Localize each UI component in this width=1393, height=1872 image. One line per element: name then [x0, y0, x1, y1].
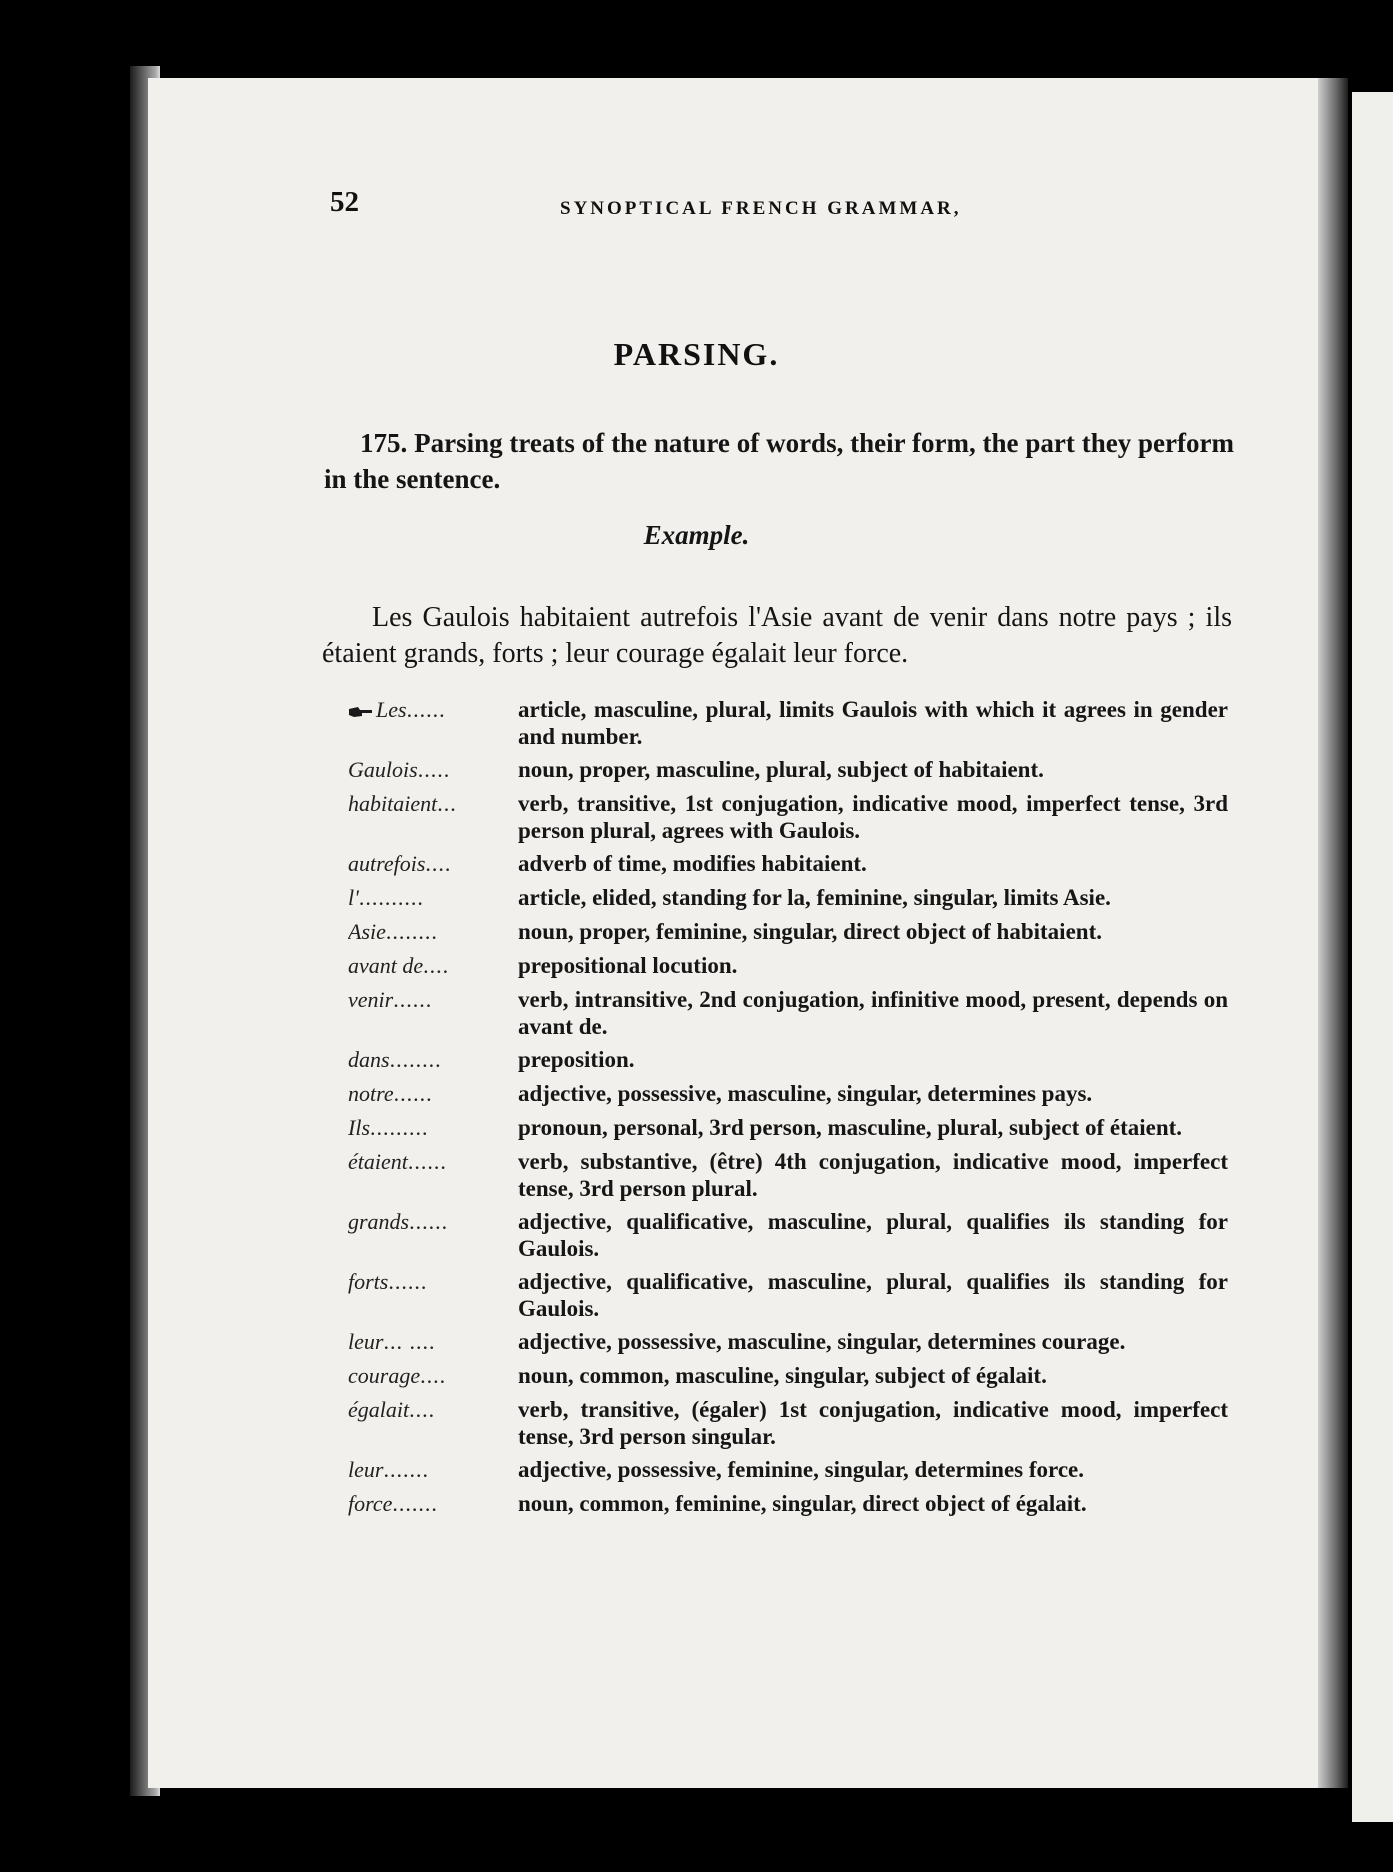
parse-word	[348, 1268, 518, 1296]
leader-dots: ....	[425, 851, 452, 876]
page-number: 52	[330, 186, 359, 218]
parse-word-text: autrefois	[348, 851, 426, 876]
leader-dots: ........	[385, 919, 438, 944]
leader-dots: ......	[393, 1081, 433, 1106]
parse-entry	[348, 850, 1228, 878]
parse-description: noun, common, masculine, singular, subject of égalait.	[518, 1363, 1047, 1388]
parse-word-text: forts	[348, 1269, 389, 1294]
parse-entry	[348, 1362, 1228, 1390]
leader-dots: ......	[406, 697, 446, 722]
parse-word	[348, 790, 518, 818]
parse-description: pronoun, personal, 3rd person, masculine, plural, subject of étaient.	[518, 1115, 1183, 1140]
parse-description: prepositional locution.	[518, 953, 738, 978]
parse-word	[348, 850, 518, 878]
parse-word	[348, 1456, 518, 1484]
parsing-list	[348, 696, 1228, 1524]
parse-word	[348, 1208, 518, 1236]
parse-entry	[348, 1148, 1228, 1202]
leader-dots: ....	[420, 1363, 447, 1388]
parse-entry	[348, 1080, 1228, 1108]
example-heading: Example.	[643, 520, 750, 550]
parse-description: verb, intransitive, 2nd conjugation, infinitive mood, present, depends on avant de.	[518, 987, 1228, 1039]
parse-description: adjective, possessive, masculine, singular, determines courage.	[518, 1329, 1126, 1354]
parse-word-text: avant de	[348, 953, 424, 978]
parse-word-text: venir	[348, 987, 394, 1012]
parse-word	[348, 918, 518, 946]
parse-entry	[348, 1114, 1228, 1142]
parse-word-text: dans	[348, 1047, 390, 1072]
parse-description: adverb of time, modifies habitaient.	[518, 851, 867, 876]
parse-description: noun, common, feminine, singular, direct object of égalait.	[518, 1491, 1087, 1516]
parse-entry	[348, 1490, 1228, 1518]
pointing-hand-icon	[348, 705, 374, 719]
parse-description: adjective, qualificative, masculine, plural, qualifies ils standing for Gaulois.	[518, 1269, 1228, 1321]
parse-entry	[348, 952, 1228, 980]
parse-word-text: Ils	[348, 1115, 370, 1140]
parse-description: verb, substantive, (être) 4th conjugation, indicative mood, imperfect tense, 3rd person plural.	[518, 1149, 1228, 1201]
parse-description: noun, proper, masculine, plural, subject of habitaient.	[518, 757, 1044, 782]
parse-word-text: Asie	[348, 919, 386, 944]
leader-dots: .....	[417, 757, 451, 782]
parse-entry	[348, 1268, 1228, 1322]
leader-dots: ...	[437, 791, 457, 816]
parse-entry	[348, 1328, 1228, 1356]
leader-dots: .......	[383, 1457, 429, 1482]
leader-dots: ....	[409, 1397, 436, 1422]
parse-word	[348, 756, 518, 784]
leader-dots: ........	[389, 1047, 442, 1072]
parse-word	[348, 952, 518, 980]
parse-word	[348, 1396, 518, 1424]
parse-description: adjective, qualificative, masculine, plural, qualifies ils standing for Gaulois.	[518, 1209, 1228, 1261]
parse-description: verb, transitive, (égaler) 1st conjugation, indicative mood, imperfect tense, 3rd person singular.	[518, 1397, 1228, 1449]
parse-word	[348, 884, 518, 912]
parse-word-text: égalait	[348, 1397, 410, 1422]
parse-word-text: grands	[348, 1209, 410, 1234]
page-gutter	[1318, 78, 1348, 1788]
parse-description: adjective, possessive, masculine, singular, determines pays.	[518, 1081, 1093, 1106]
parse-word-text: Les	[376, 697, 407, 722]
section-title: PARSING.	[613, 336, 780, 372]
parse-entry	[348, 790, 1228, 844]
parse-word	[348, 1046, 518, 1074]
parse-entry	[348, 1456, 1228, 1484]
parse-word	[348, 1490, 518, 1518]
parse-word-text: étaient	[348, 1149, 408, 1174]
parse-word-text: habitaient	[348, 791, 438, 816]
parse-entry	[348, 884, 1228, 912]
parse-entry	[348, 696, 1228, 750]
parse-description: article, elided, standing for la, feminine, singular, limits Asie.	[518, 885, 1111, 910]
parse-word-text: force	[348, 1491, 393, 1516]
leader-dots: .........	[370, 1115, 429, 1140]
rule-paragraph: 175. Parsing treats of the nature of words, their form, the part they perform in the sentence.	[324, 428, 1234, 494]
parse-entry	[348, 918, 1228, 946]
parse-word	[348, 1362, 518, 1390]
parse-word-text: Gaulois	[348, 757, 418, 782]
parse-description: noun, proper, feminine, singular, direct object of habitaient.	[518, 919, 1102, 944]
parse-entry	[348, 1046, 1228, 1074]
leader-dots: ... ....	[383, 1329, 436, 1354]
running-head: SYNOPTICAL FRENCH GRAMMAR,	[560, 198, 962, 219]
parse-word-text: courage	[348, 1363, 421, 1388]
leader-dots: ....	[423, 953, 450, 978]
parse-word	[348, 986, 518, 1014]
parse-word	[348, 1328, 518, 1356]
parse-word-text: leur	[348, 1329, 384, 1354]
parse-entry	[348, 1208, 1228, 1262]
example-sentence: Les Gaulois habitaient autrefois l'Asie avant de venir dans notre pays ; ils étaient grands, forts ; leur courage égalait leur force.	[322, 602, 1232, 669]
parse-entry	[348, 986, 1228, 1040]
parse-description: preposition.	[518, 1047, 635, 1072]
parse-entry	[348, 1396, 1228, 1450]
parse-description: article, masculine, plural, limits Gaulois with which it agrees in gender and number.	[518, 697, 1228, 749]
leader-dots: ..........	[358, 885, 424, 910]
parse-description: adjective, possessive, feminine, singular, determines force.	[518, 1457, 1084, 1482]
leader-dots: ......	[407, 1149, 447, 1174]
parse-entry	[348, 756, 1228, 784]
leader-dots: ......	[393, 987, 433, 1012]
leader-dots: ......	[388, 1269, 428, 1294]
parse-word-text: l'	[348, 885, 359, 910]
parse-word	[348, 1114, 518, 1142]
leader-dots: ......	[409, 1209, 449, 1234]
parse-word-text: leur	[348, 1457, 384, 1482]
parse-description: verb, transitive, 1st conjugation, indicative mood, imperfect tense, 3rd person plural, agrees with Gaulois.	[518, 791, 1228, 843]
parse-word	[348, 1148, 518, 1176]
parse-word-text: notre	[348, 1081, 394, 1106]
parse-word	[348, 1080, 518, 1108]
leader-dots: .......	[392, 1491, 438, 1516]
parse-word	[348, 696, 518, 724]
